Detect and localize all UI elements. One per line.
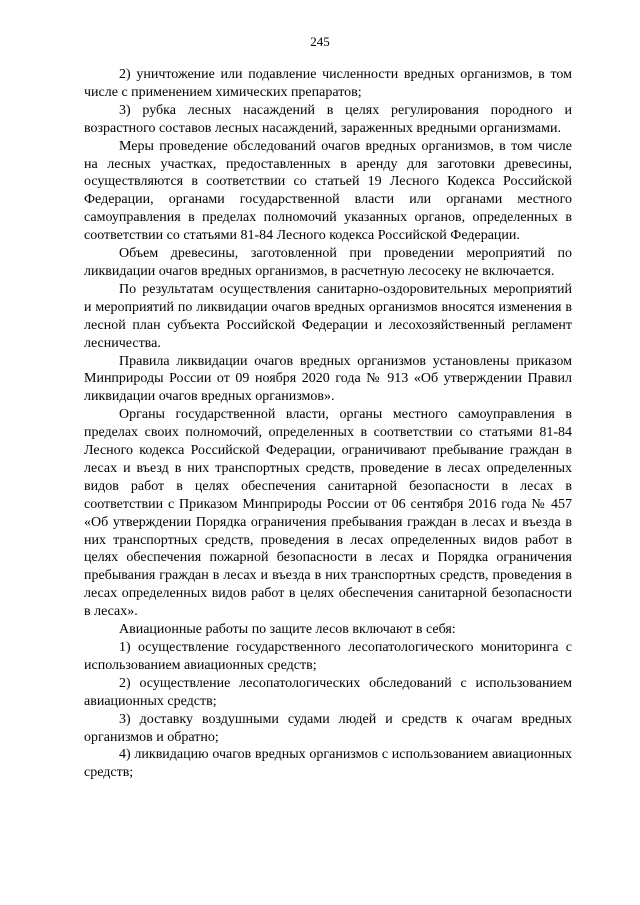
- page-number: 245: [310, 34, 330, 49]
- paragraph-aviation-item-3: 3) доставку воздушными судами людей и средств к очагам вредных организмов и обратно;: [84, 711, 572, 745]
- paragraph-forest-plan-changes: По результатам осуществления санитарно-оздоровительных мероприятий и мероприятий по ликвидации очагов вредных организмов вносятся изменения в лесной план субъекта Российской Федерации и лесохозяйственный регламент лесничества.: [84, 281, 572, 351]
- paragraph-access-restrictions: Органы государственной власти, органы местного самоуправления в пределах своих полномочий, определенных в соответствии со статьями 81-84 Лесного кодекса Российской Федерации, ограничивают пребывание граждан в лесах и въезд в них транспортных средств, проведение в лесах определенных видов работ в целях обеспечения санитарной безопасности в лесах в соответствии с Приказом Минприроды России от 06 сентября 2016 года № 457 «Об утверждении Порядка ограничения пребывания граждан в лесах и въезда в них транспортных средств, проведения в лесах определенных видов работ в целях обеспечения пожарной безопасности в лесах и Порядка ограничения пребывания граждан в лесах и въезда в них транспортных средств, проведения в лесах определенных видов работ в целях обеспечения санитарной безопасности в лесах».: [84, 407, 572, 620]
- paragraph-list-item-3-forest-felling: 3) рубка лесных насаждений в целях регулирования породного и возрастного составов лесных насаждений, зараженных вредными организмами.: [84, 102, 572, 136]
- paragraph-aviation-item-4: 4) ликвидацию очагов вредных организмов с использованием авиационных средств;: [84, 747, 572, 781]
- paragraph-aviation-item-2: 2) осуществление лесопатологических обследований с использованием авиационных средств;: [84, 675, 572, 709]
- paragraph-aviation-item-1: 1) осуществление государственного лесопатологического мониторинга с использованием авиационных средств;: [84, 640, 572, 673]
- paragraph-aviation-works-intro: Авиационные работы по защите лесов включают в себя:: [119, 622, 456, 638]
- paragraph-survey-measures: Меры проведение обследований очагов вредных организмов, в том числе на лесных участках, предоставленных в аренду для заготовки древесины, осуществляются в соответствии со статьей 19 Лесного Кодекса Российской Федерации, органами государственной власти или органами местного самоуправления в пределах полномочий указанных органов, определенных в соответствии со статьями 81-84 Лесного кодекса Российской Федерации.: [84, 138, 572, 244]
- paragraph-liquidation-rules: Правила ликвидации очагов вредных организмов установлены приказом Минприроды России от 09 ноября 2020 года № 913 «Об утверждении Правил ликвидации очагов вредных организмов».: [84, 353, 572, 405]
- document-body: [84, 66, 572, 782]
- paragraph-list-item-2-pest-suppression: 2) уничтожение или подавление численности вредных организмов, в том числе с применением химических препаратов;: [84, 67, 572, 100]
- paragraph-timber-volume: Объем древесины, заготовленной при проведении мероприятий по ликвидации очагов вредных организмов, в расчетную лесосеку не включается.: [84, 246, 572, 279]
